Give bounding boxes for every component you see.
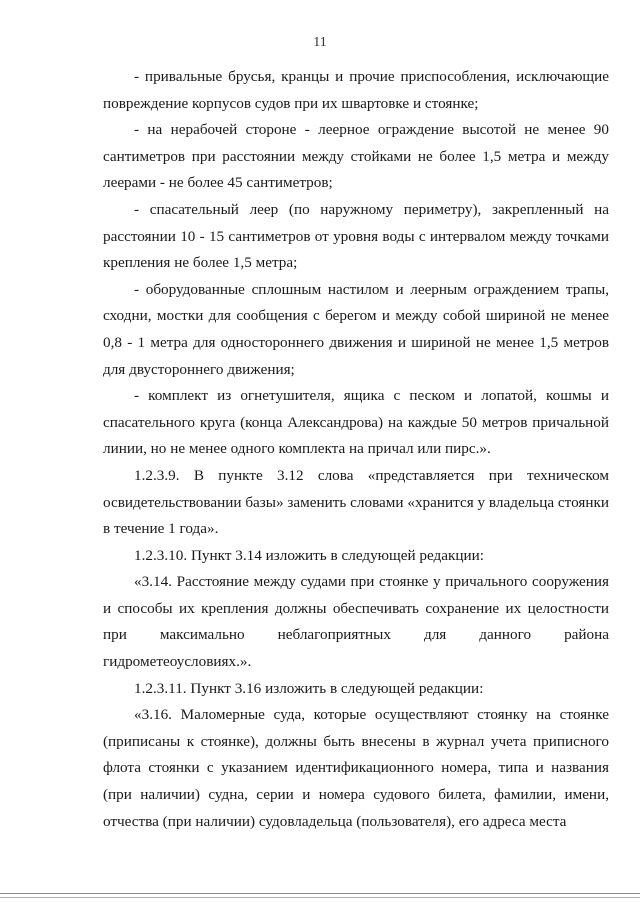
paragraph-item-1-2-3-9: 1.2.3.9. В пункте 3.12 слова «представляется при техническом освидетельствовании базы» заменить словами «хранится у владельца стоянки в течение 1 года». [103,466,609,538]
footer-divider [0,893,640,894]
document-body [103,64,609,835]
paragraph-railing: - на нерабочей стороне - леерное ограждение высотой не менее 90 сантиметров при расстоянии между стойками не более 1,5 метра и между леерами - не более 45 сантиметров; [103,121,609,192]
paragraph-fire-kit: - комплект из огнетушителя, ящика с песком и лопатой, кошмы и спасательного круга (конца Александрова) на каждые 50 метров причальной линии, но не менее одного комплекта на причал или пирс.». [103,387,609,458]
paragraph-fender-bars: - привальные брусья, кранцы и прочие приспособления, исключающие повреждение корпусов судов при их швартовке и стоянке; [103,68,609,112]
footer-divider-secondary [0,897,640,898]
paragraph-clause-3-16: «3.16. Маломерные суда, которые осуществляют стоянку на стоянке (приписаны к стоянке), должны быть внесены в журнал учета приписного флота стоянки с указанием идентификационного номера, типа и названия (при наличии) судна, серии и номера судового билета, фамилии, имени, отчества (при наличии) судовладельца (пользователя), его адреса места [103,706,609,830]
page-number: 11 [313,35,327,50]
paragraph-item-1-2-3-11: 1.2.3.11. Пункт 3.16 изложить в следующей редакции: [134,679,484,697]
paragraph-rescue-line: - спасательный леер (по наружному периметру), закрепленный на расстоянии 10 - 15 сантиметров от уровня воды с интервалом между точками крепления не более 1,5 метра; [103,200,609,272]
paragraph-clause-3-14: «3.14. Расстояние между судами при стоянке у причального сооружения и способы их крепления должны обеспечивать сохранение их целостности при максимально неблагоприятных для данного района гидрометеоусловиях.». [103,573,609,671]
paragraph-item-1-2-3-10: 1.2.3.10. Пункт 3.14 изложить в следующей редакции: [134,546,484,564]
paragraph-gangways: - оборудованные сплошным настилом и леерным ограждением трапы, сходни, мостки для сообщения с берегом и между собой шириной не менее 0,8 - 1 метра для одностороннего движения и шириной не менее 1,5 метров для двустороннего движения; [103,280,609,378]
